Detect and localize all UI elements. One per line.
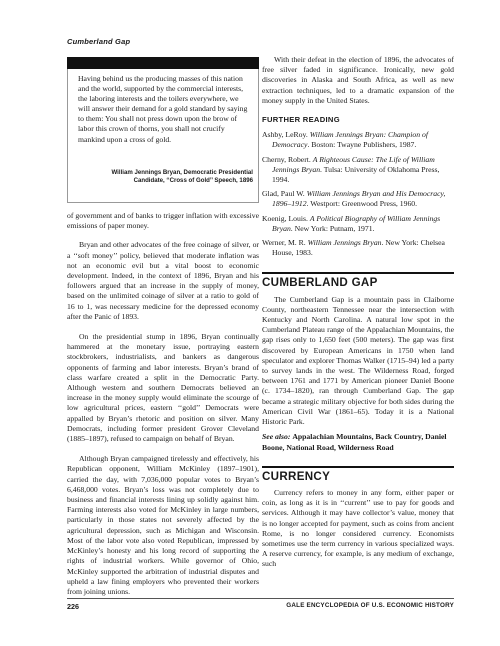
body-paragraph: Bryan and other advocates of the free coinage of silver, or a ‘‘soft money’’ policy, believed that moderate inflation was not an economic evil but a vital boost to economic development. Indeed, in the context of 1896, Bryan and his followers argued that an increase in the supply of money, based on the unlimited coinage of silver at a ratio to gold of 16 to 1, was necessary medicine for the depressed economy after the Panic of 1893. [67, 240, 259, 321]
reference-item [262, 130, 454, 150]
reference-author: Koenig, Louis. [262, 213, 310, 223]
reference-publication: . Tulsa: University of Oklahoma Press, 1994. [272, 164, 440, 185]
reference-author: Cherny, Robert. [262, 154, 313, 164]
reference-title: William Jennings Bryan [307, 238, 382, 248]
attribution-line: Candidate, ‘‘Cross of Gold’’ Speech, 1896 [133, 177, 253, 184]
reference-title: A Political Biography of William Jennings Bryan [272, 213, 441, 233]
body-paragraph: The Cumberland Gap is a mountain pass in Claiborne County, northeastern Tennessee near the intersection with Kentucky and North Carolina. A natural low spot in the Cumberland Plateau range of the Appalachian Mountains, the gap rises only to 1,650 feet (500 meters). The gap was first discovered by European Americans in 1750 when land speculator and explorer Thomas Walker (1715–94) led a party to survey lands in the west. The Wilderness Road, forged between 1761 and 1771 by American pioneer Daniel Boone (c. 1734–1820), ran through Cumberland Gap. The gap became a strategic military objective for both sides during the American Civil War (1861–65). Today it is a National Historic Park. [262, 294, 454, 427]
further-reading-heading: FURTHER READING [262, 115, 340, 125]
body-paragraph: of government and of banks to trigger inflation with excessive emissions of paper money. [67, 211, 259, 231]
see-also-list: Appalachian Mountains, Back Country, Daniel Boone, National Road, Wilderness Road [262, 432, 447, 452]
left-column [67, 55, 259, 597]
page-number: 226 [67, 602, 79, 611]
entry-title: CURRENCY [262, 469, 331, 483]
reference-item [262, 155, 454, 186]
heading-rule [262, 272, 454, 274]
cumberland-gap-entry-heading [262, 272, 454, 288]
reference-publication: . Westport: Greenwood Press, 1960. [306, 199, 418, 209]
reference-author: Ashby, LeRoy. [262, 130, 310, 140]
body-paragraph: With their defeat in the election of 1896, the advocates of free silver faded in significance. Ironically, new gold discoveries in Alaska and South Africa, as well as new extraction techniques, led to a dramatic expansion of the money supply in the United States. [262, 55, 454, 105]
reference-title: William Jennings Bryan and His Democracy, 1896–1912 [272, 189, 446, 209]
entry-title: CUMBERLAND GAP [262, 276, 378, 290]
see-also [262, 432, 454, 452]
reference-author: Werner, M. R. [262, 238, 308, 248]
reference-publication: . New York: Chelsea House, 1983. [272, 238, 445, 258]
body-paragraph: Although Bryan campaigned tirelessly and effectively, his Republican opponent, William McKinley (1897–1901), carried the day, with 7,036,000 popular votes to Bryan’s 6,468,000 votes. Bryan’s loss was not completely due to business and financial interests lining up solidly against him. Farming interests also voted for McKinley in large numbers, particularly in those states not severely affected by the agricultural depression, such as Michigan and Wisconsin. Most of the labor vote also voted Republican, impressed by McKinley’s honesty and his long record of supporting the rights of industrial workers. While governor of Ohio, McKinley supported the arbitration of industrial disputes and upheld a law fining employers who prevented their workers from joining unions. [67, 454, 259, 596]
reference-title: William Jennings Bryan: Champion of Democracy [272, 130, 428, 150]
pull-quote-box [67, 57, 259, 204]
book-title: GALE ENCYCLOPEDIA OF U.S. ECONOMIC HISTORY [286, 602, 454, 609]
body-paragraph: Currency refers to money in any form, either paper or coin, as long as it is in ‘‘current’’ use to pay for goods and services. Although it may have collector’s value, money that is no longer accepted for payment, such as coins from ancient Rome, is no longer considered currency. Economists sometimes use the term currency in various specialized ways. A reserve currency, for example, is any medium of exchange, such [262, 487, 454, 569]
reference-author: Glad, Paul W. [262, 189, 307, 199]
reference-title: A Righteous Cause: The Life of William Jennings Bryan [272, 154, 435, 174]
running-head: Cumberland Gap [67, 37, 131, 46]
footer-rule [67, 598, 454, 599]
pull-quote-header-bar [67, 57, 259, 69]
reference-publication: . New York: Putnam, 1971. [290, 223, 375, 233]
reference-item [262, 238, 454, 258]
currency-entry-heading [262, 466, 454, 482]
attribution-line: William Jennings Bryan, Democratic Presidential [111, 169, 253, 176]
heading-rule [262, 466, 454, 468]
reference-item [262, 189, 454, 209]
right-column [262, 55, 454, 570]
body-paragraph: On the presidential stump in 1896, Bryan continually hammered at the monetary issue, portraying eastern stockbrokers, industrialists, and bankers as dangerous opponents of farming and labor interests. Bryan’s brand of class warfare created a split in the Democratic Party. Although western and southern Democrats believed an increase in the money supply would eliminate the scourge of low agricultural prices, eastern ‘‘gold’’ Democrats were appalled by Bryan’s rhetoric and position on silver. Many Democrats, including former president Grover Cleveland (1885–1897), refused to campaign on behalf of Bryan. [67, 332, 259, 444]
reference-publication: . Boston: Twayne Publishers, 1987. [307, 140, 417, 150]
see-also-label: See also: [262, 432, 291, 442]
pull-quote-text: Having behind us the producing masses of this nation and the world, supported by the commercial interests, the laboring interests and the toilers everywhere, we will answer their demand for a gold standard by saying to them: You shall not press down upon the brow of labor this crown of thorns, you shall not crucify mankind upon a cross of gold. [78, 74, 248, 144]
reference-item [262, 214, 454, 234]
pull-quote-attribution [75, 169, 253, 185]
